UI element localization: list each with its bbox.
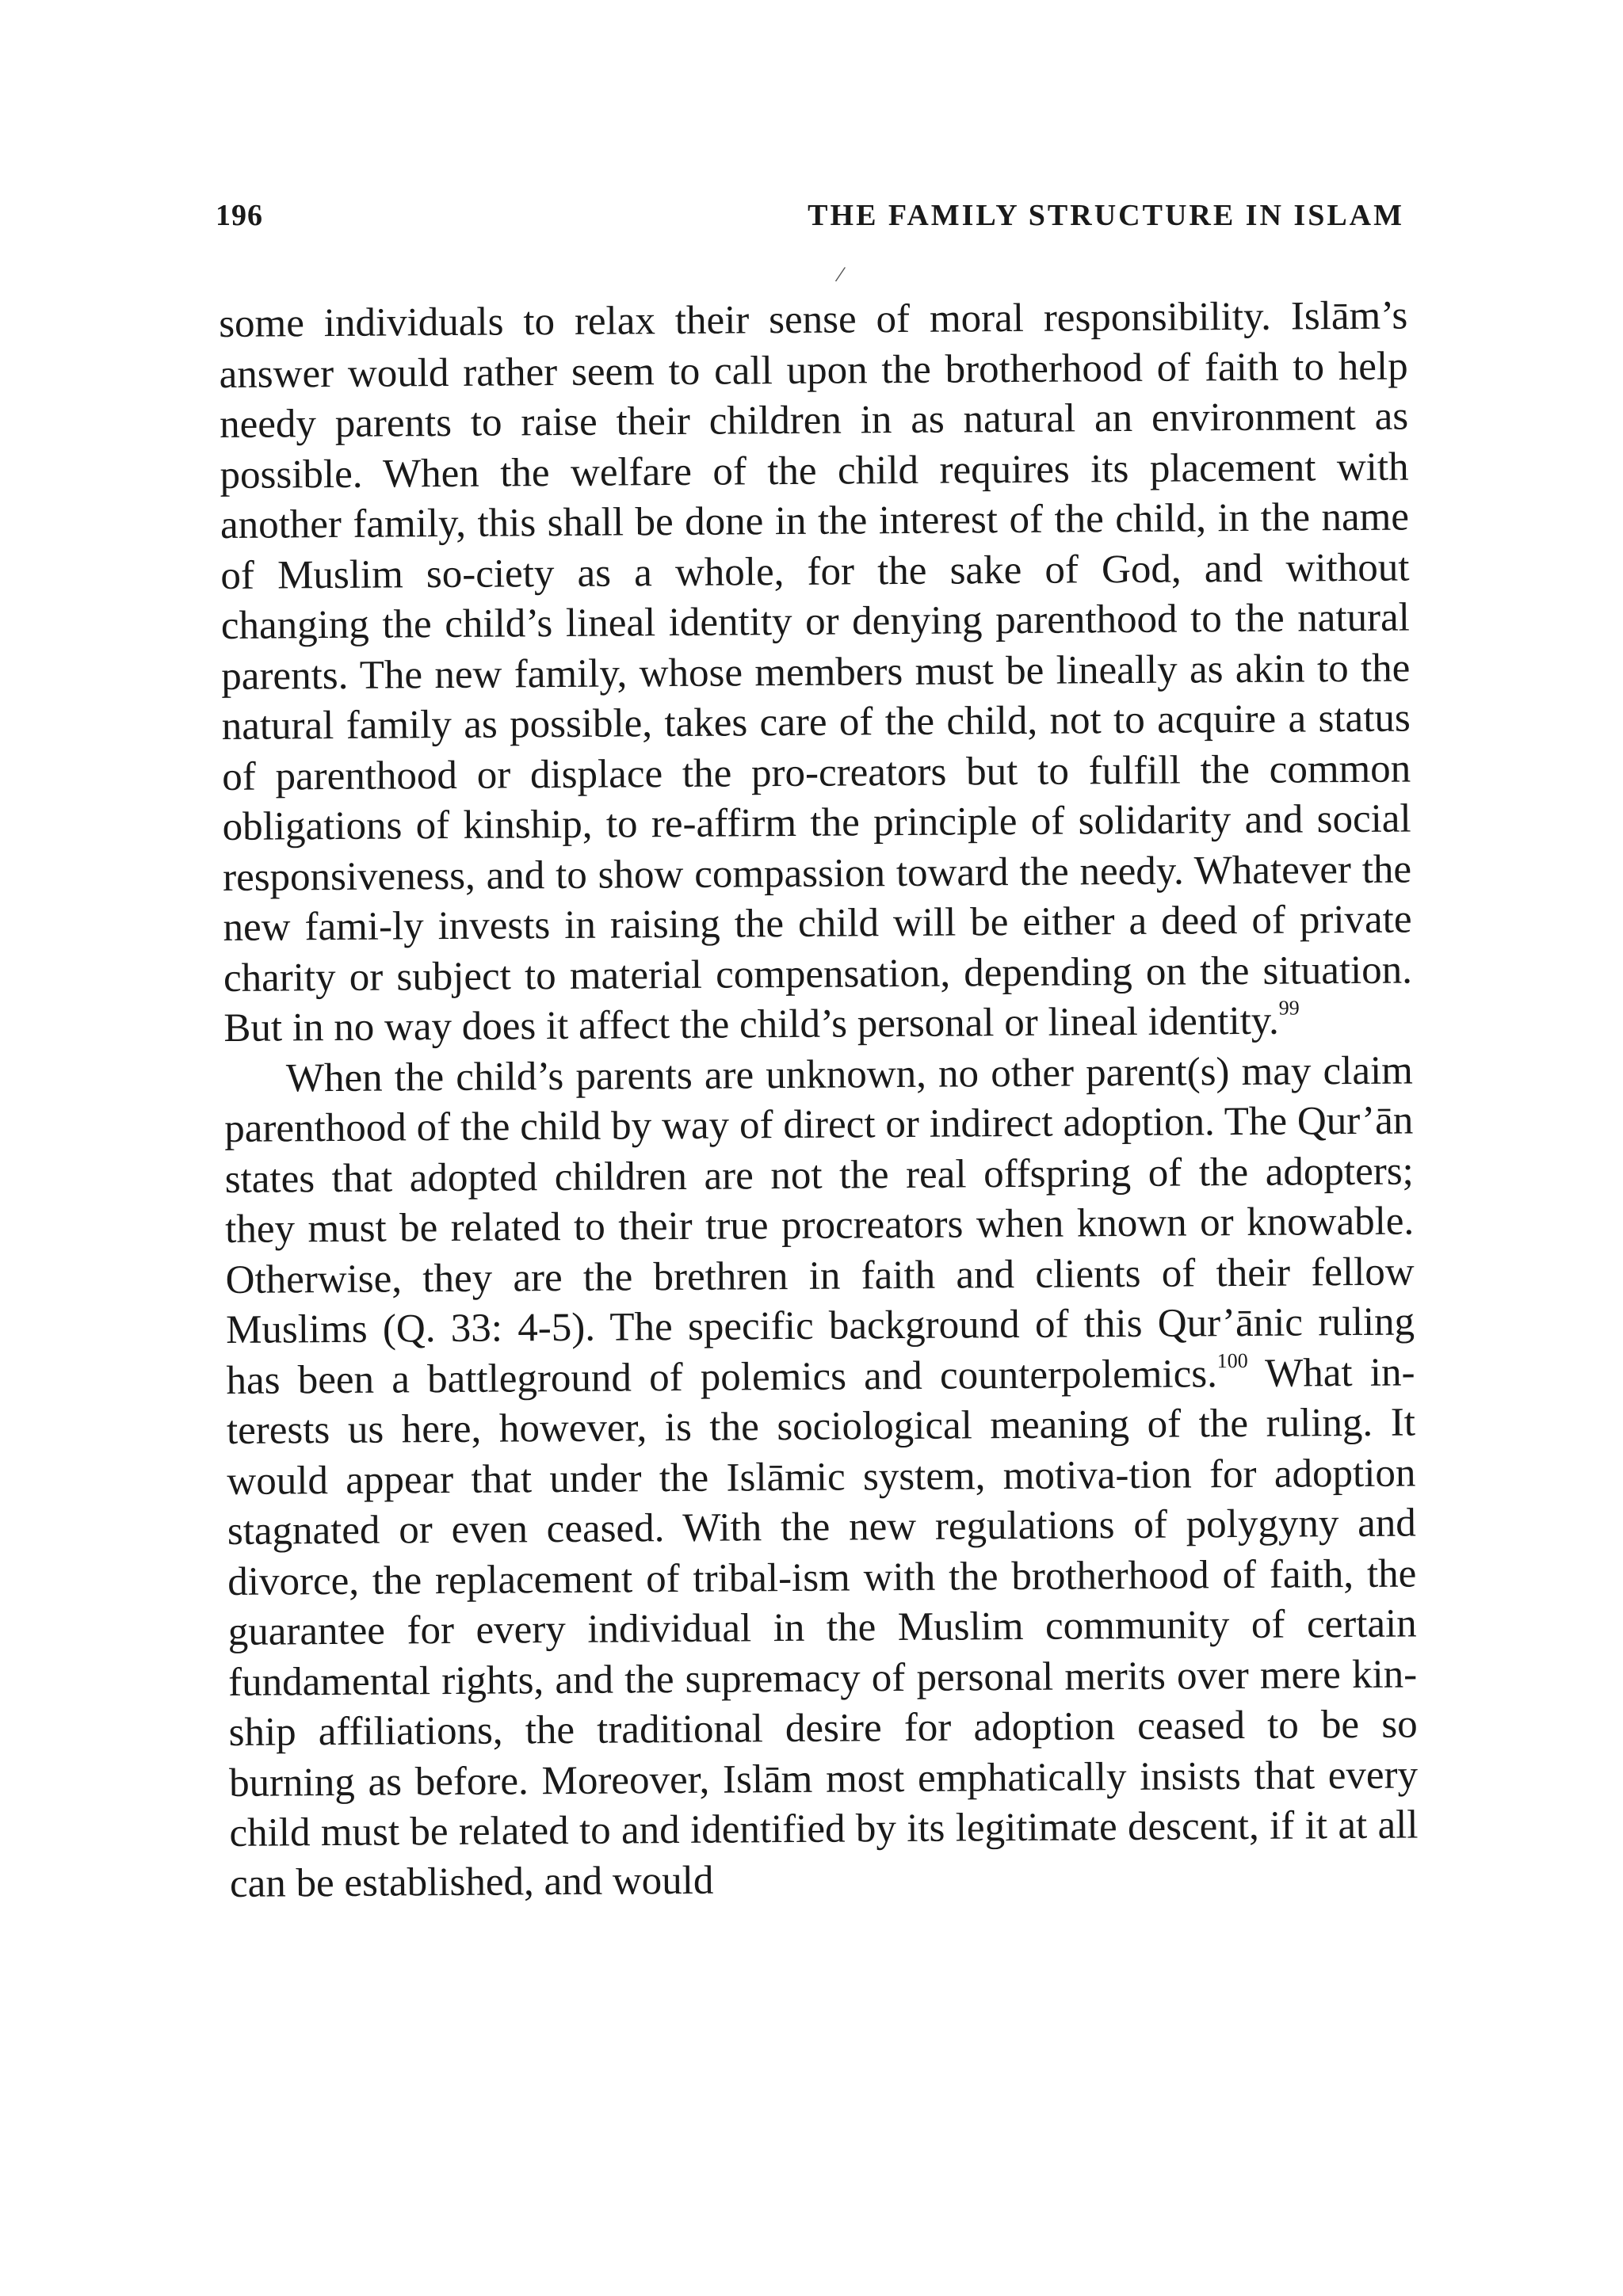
paragraph-1	[219, 292, 1413, 1055]
body-text	[219, 292, 1419, 1909]
paragraph-2-text-before: When the child’s parents are unknown, no other parent(s) may claim parenthood of the child by way of direct or indirect adoption. The Qur’ān states that adopted children are not the real offspring of the adopters; they must be related to their true procreators when known or knowable. Otherwise, they are the brethren in faith and clients of their fellow Muslims (Q. 33: 4-5). The specific background of this Qur’ānic ruling has been a battleground of polemics and counterpolemics.	[224, 1048, 1415, 1403]
page-number: 196	[216, 199, 263, 232]
running-title: THE FAMILY STRUCTURE IN ISLAM	[808, 199, 1404, 232]
scan-speck: /	[834, 261, 847, 288]
paragraph-1-text: some individuals to relax their sense of moral responsibility. Islām’s answer would rather seem to call upon the brotherhood of faith to help needy parents to raise their children in as natural an environment as possible. When the welfare of the child requires its placement with another family, this shall be done in the interest of the child, in the name of Muslim so-ciety as a whole, for the sake of God, and without changing the child’s lineal identity or denying parenthood to the natural parents. The new family, whose members must be lineally as akin to the natural family as possible, takes care of the child, not to acquire a status of parenthood or displace the pro-creators but to fulfill the common obligations of kinship, to re-affirm the principle of solidarity and social responsiveness, and to show compassion toward the needy. Whatever the new fami-ly invests in raising the child will be either a deed of private charity or subject to material compensation, depending on the situation. But in no way does it affect the child’s personal or lineal identity.	[219, 293, 1413, 1051]
paragraph-2	[224, 1046, 1419, 1909]
paragraph-2-text-after: What in-terests us here, however, is the sociological meaning of the ruling. It would appear that under the Islāmic system, motiva-tion for adoption stagnated or even ceased. With the new regulations of polygyny and divorce, the replacement of tribal-ism with the brotherhood of faith, the guarantee for every individual in the Muslim community of certain fundamental rights, and the supremacy of personal merits over mere kin-ship affiliations, the traditional desire for adoption ceased to be so burning as before. Moreover, Islām most emphatically insists that every child must be related to and identified by its legitimate descent, if it at all can be established, and would	[226, 1349, 1419, 1906]
running-head	[216, 198, 1404, 246]
footnote-ref-99: 99	[1278, 996, 1300, 1020]
footnote-ref-100: 100	[1216, 1348, 1248, 1372]
